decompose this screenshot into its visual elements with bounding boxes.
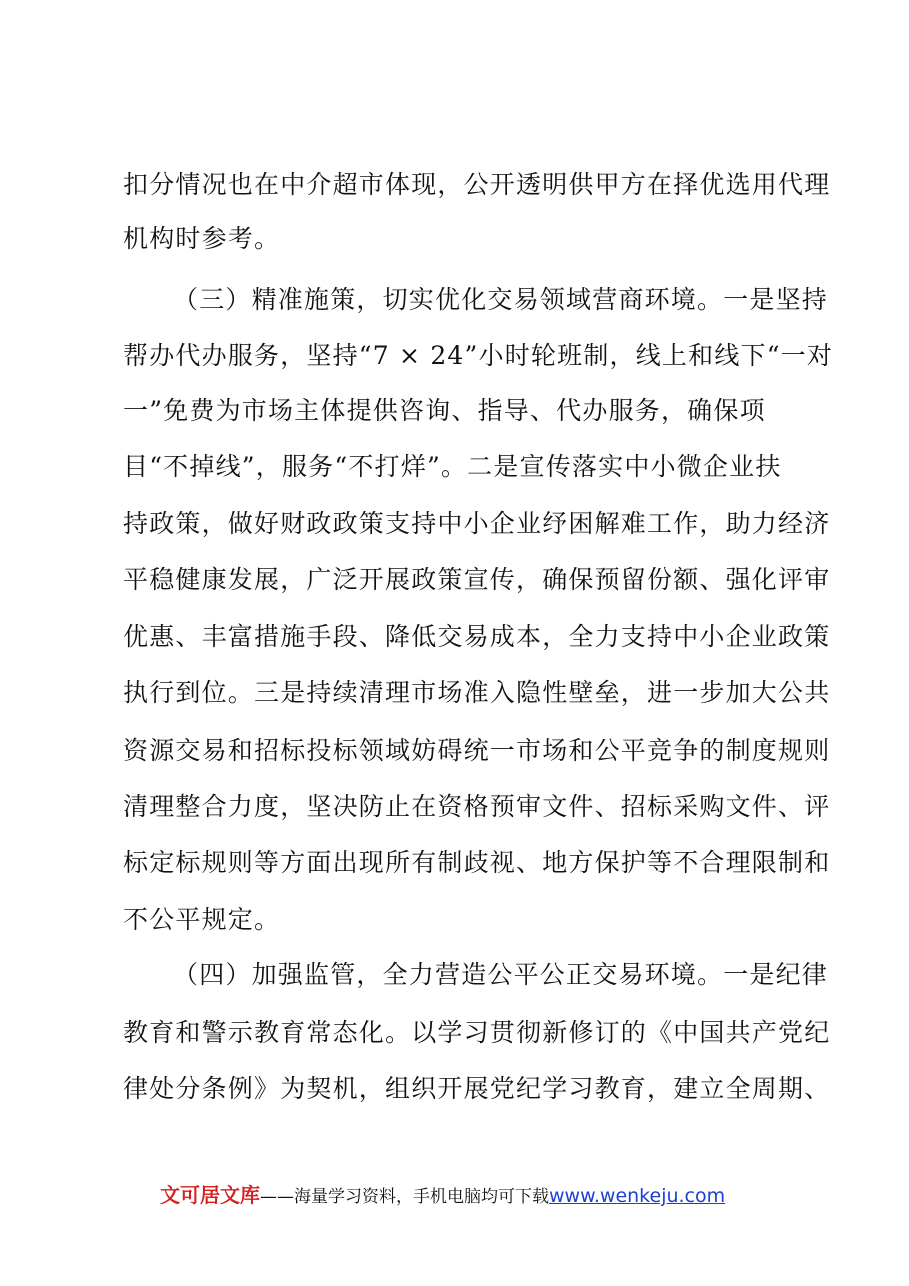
body-text-line: 优惠、丰富措施手段、降低交易成本，全力支持中小企业政策 [123, 622, 831, 651]
footer-brand: 文可居文库 [160, 1183, 260, 1207]
body-text-line: 不公平规定。 [123, 905, 281, 934]
body-text-line: 执行到位。三是持续清理市场准入隐性壁垒，进一步加大公共 [123, 678, 831, 707]
body-text-line: 目“不掉线”，服务“不打烊”。二是宣传落实中小微企业扶 [123, 452, 782, 481]
body-text-line: 一”免费为市场主体提供咨询、指导、代办服务，确保项 [123, 396, 766, 425]
body-text-line: 资源交易和招标投标领域妨碍统一市场和公平竞争的制度规则 [123, 736, 831, 765]
section-heading-line: （三）精准施策，切实优化交易领域营商环境。一是坚持 [173, 285, 829, 314]
body-text-line: 律处分条例》为契机，组织开展党纪学习教育，建立全周期、 [123, 1074, 831, 1103]
body-text-line: 教育和警示教育常态化。以学习贯彻新修订的《中国共产党纪 [123, 1018, 831, 1047]
body-text-line: 扣分情况也在中介超市体现，公开透明供甲方在择优选用代理 [123, 170, 831, 199]
footer-tagline: ——海量学习资料，手机电脑均可下载 [260, 1187, 549, 1207]
body-text-line: 标定标规则等方面出现所有制歧视、地方保护等不合理限制和 [123, 848, 831, 877]
body-text-line: 平稳健康发展，广泛开展政策宣传，确保预留份额、强化评审 [123, 565, 831, 594]
body-text-line: 机构时参考。 [123, 224, 281, 253]
footer-banner [160, 1182, 725, 1210]
section-heading-line: （四）加强监管，全力营造公平公正交易环境。一是纪律 [173, 960, 829, 989]
body-text-line: 帮办代办服务，坚持“7 × 24”小时轮班制，线上和线下“一对 [123, 341, 834, 370]
body-text-line: 持政策，做好财政政策支持中小企业纾困解难工作，助力经济 [123, 509, 831, 538]
body-text-line: 清理整合力度，坚决防止在资格预审文件、招标采购文件、评 [123, 792, 831, 821]
footer-url-link[interactable]: www.wenkeju.com [549, 1185, 726, 1207]
